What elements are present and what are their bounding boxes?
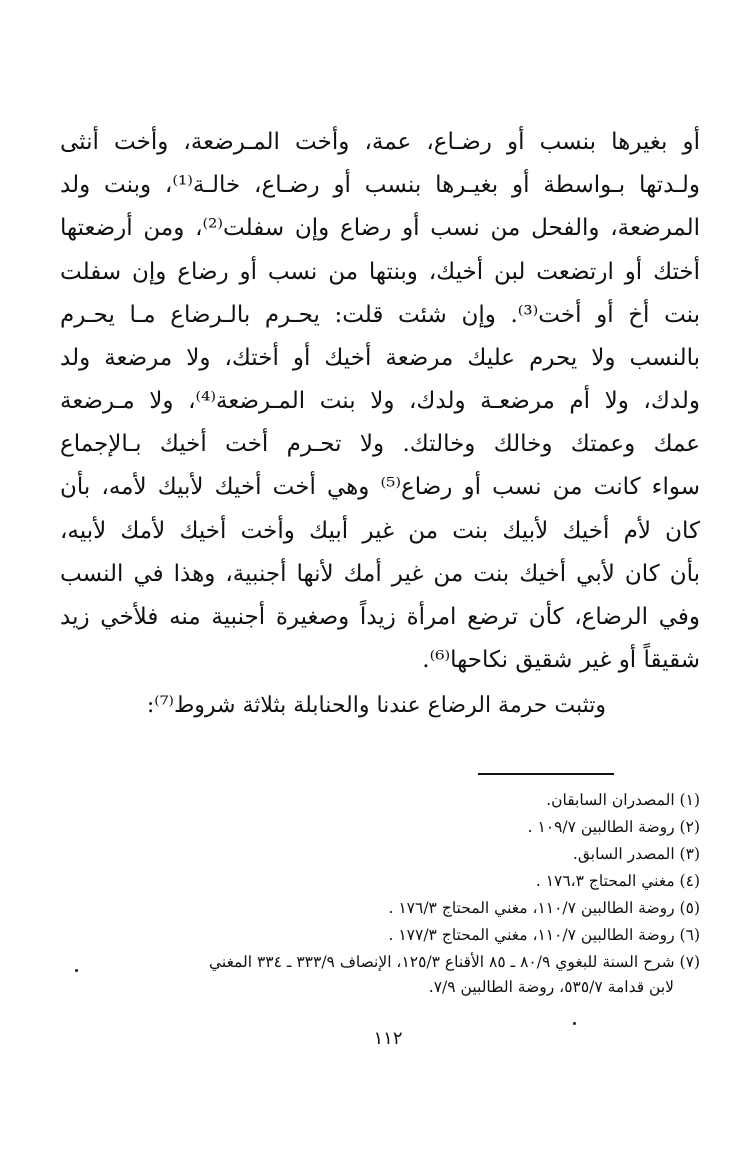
page-number: ١١٢ — [373, 1028, 403, 1049]
print-speck — [573, 1022, 576, 1025]
footnote-item: (٤) مغني المحتاج ١٧٦،٣ . — [535, 872, 700, 890]
body-line: ولدك، ولا أم مرضعـة ولدك، ولا بنت المـرضعة⁽⁴⁾، ولا مـرضعة — [60, 388, 700, 414]
body-line: شقيقاً أو غير شقيق نكاحها⁽⁶⁾. — [422, 647, 700, 673]
section-heading: وتثبت حرمة الرضاع عندنا والحنابلة بثلاثة شروط⁽⁷⁾: — [146, 693, 606, 718]
footnote-item: (١) المصدران السابقان. — [546, 791, 700, 809]
footnote-item: (٥) روضة الطالبين ١١٠/٧، مغني المحتاج ١٧٦/٣ . — [388, 899, 700, 917]
body-line: بنت أخ أو أخت⁽³⁾. وإن شئت قلت: يحـرم بالـرضاع مـا يحـرم — [60, 302, 700, 328]
footnote-item: (٦) روضة الطالبين ١١٠/٧، مغني المحتاج ١٧٧/٣ . — [388, 926, 700, 944]
body-line: أو بغيرها بنسب أو رضـاع، عمة، وأخت المـرضعة، وأخت أنثى — [60, 129, 700, 155]
body-line: عمك وعمتك وخالك وخالتك. ولا تحـرم أخت أخيك بـالإجماع — [60, 431, 700, 457]
body-line: ولـدتها بـواسطة أو بغيـرها بنسب أو رضـاع، خالـة⁽¹⁾، وبنت ولد — [60, 172, 700, 198]
print-speck — [75, 969, 78, 972]
footnote-item: (٢) روضة الطالبين ١٠٩/٧ . — [527, 818, 700, 836]
footnote-divider — [478, 773, 614, 775]
body-line: المرضعة، والفحل من نسب أو رضاع وإن سفلت⁽²⁾، ومن أرضعتها — [60, 215, 700, 241]
footnote-item: (٧) شرح السنة للبغوي ٨٠/٩ ـ ٨٥ الأقناع ١٢٥/٣، الإنصاف ٣٣٣/٩ ـ ٣٣٤ المغني — [208, 953, 700, 971]
footnote-item: لابن قدامة ٥٣٥/٧، روضة الطالبين ٧/٩. — [428, 978, 674, 996]
body-line: وفي الرضاع، كأن ترضع امرأة زيداً وصغيرة أجنبية منه فلأخي زيد — [60, 604, 700, 630]
body-line: كان لأم أخيك لأبيك بنت من غير أبيك وأخت أخيك لأمك لأبيه، — [60, 518, 700, 544]
body-line: بأن كان لأبي أخيك بنت من غير أمك لأنها أجنبية، وهذا في النسب — [60, 561, 700, 587]
footnote-item: (٣) المصدر السابق. — [572, 845, 700, 863]
body-line: أختك أو ارتضعت لبن أخيك، وبنتها من نسب أو رضاع وإن سفلت — [60, 259, 700, 285]
body-line: بالنسب ولا يحرم عليك مرضعة أخيك أو أختك، ولا مرضعة ولد — [60, 345, 700, 371]
body-line: سواء كانت من نسب أو رضاع⁽⁵⁾ وهي أخت أخيك لأبيك لأمه، بأن — [60, 474, 700, 500]
